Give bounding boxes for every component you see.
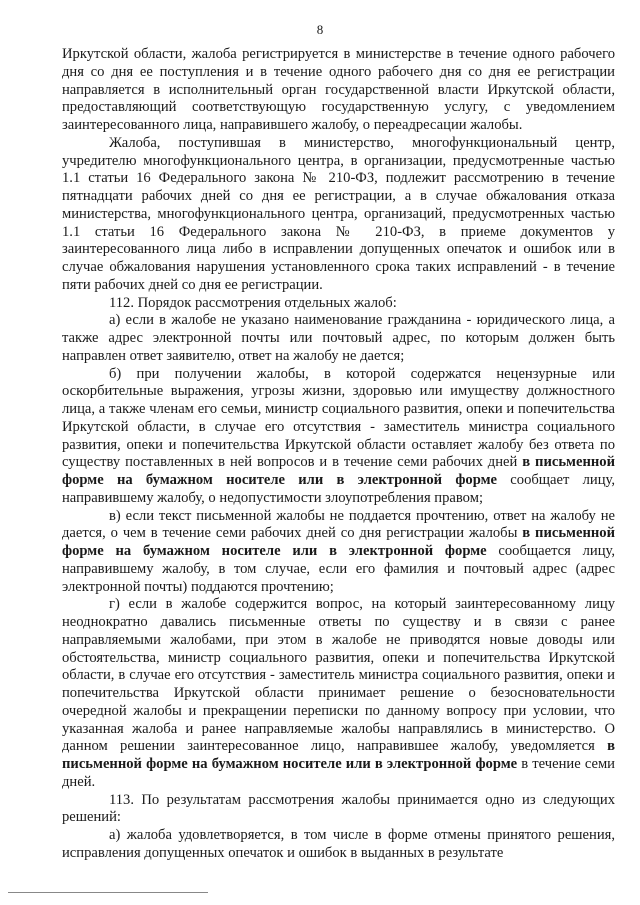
document-body <box>62 46 615 863</box>
paragraph-113-heading: 113. По результатам рассмотрения жалобы принимается одно из следующих решений: <box>62 791 615 826</box>
footnote-divider <box>8 892 208 893</box>
bold-emphasis: в письменной форме на бумажном носителе или в электронной форме <box>62 525 615 559</box>
paragraph-113-a: а) жалоба удовлетворяется, в том числе в форме отмены принятого решения, исправления допущенных опечаток и ошибок в выданных в результате <box>62 827 615 861</box>
paragraph-112-b: б) при получении жалобы, в которой содержатся нецензурные или оскорбительные выражения, угрозы жизни, здоровью или имуществу должностного лица, а также членам его семьи, министр социального развития, опеки и попечительства Иркутской области, в случае его отсутствия - заместитель министра социального развития, опеки и попечительства Иркутской области оставляет жалобу без ответа по существу поставленных в ней вопросов и в течение семи рабочих дней в письменной форме на бумажном носителе или в электронной форме сообщает лицу, направившему жалобу, о недопустимости злоупотребления правом; <box>62 365 616 506</box>
bold-emphasis: в письменной форме на бумажном носителе или в электронной форме <box>62 738 615 772</box>
paragraph-complaint-review-period: Жалоба, поступившая в министерство, многофункциональный центр, учредителю многофункционального центра, в организации, предусмотренные частью 1.1 статьи 16 Федерального закона № 210-ФЗ, подлежит рассмотрению в течение пятнадцати рабочих дней со дня ее регистрации, а в случае обжалования отказа министерства, многофункционального центра, организаций, предусмотренных частью 1.1 статьи 16 Федерального закона № 210-ФЗ, в приеме документов у заинтересованного лица либо в исправлении допущенных опечаток и ошибок или в случае обжалования нарушения установленного срока таких исправлений - в течение пяти рабочих дней со дня ее регистрации. <box>62 134 615 293</box>
paragraph-112-v: в) если текст письменной жалобы не поддается прочтению, ответ на жалобу не дается, о чем в течение семи рабочих дней со дня регистрации жалобы в письменной форме на бумажном носителе или в электронной форме сообщается лицу, направившему жалобу, в том случае, если его фамилия и почтовый адрес (адрес электронной почты) поддаются прочтению; <box>62 507 616 595</box>
paragraph-112-heading: 112. Порядок рассмотрения отдельных жалоб: <box>109 294 397 311</box>
bold-emphasis: в письменной форме на бумажном носителе или в электронной форме <box>62 454 615 488</box>
paragraph-continuation: Иркутской области, жалоба регистрируется в министерстве в течение одного рабочего дня со дня ее поступления и в течение одного рабочего дня со дня ее регистрации направляется в исполнительный орган государственной власти Иркутской области, предоставляющий соответствующую государственную услугу, с уведомлением заинтересованного лица, направившего жалобу, о переадресации жалобы. <box>62 46 615 133</box>
paragraph-112-g: г) если в жалобе содержится вопрос, на который заинтересованному лицу неоднократно давались письменные ответы по существу и в связи с ранее направляемыми жалобами, при этом в жалобе не приводятся новые доводы или обстоятельства, министр социального развития, опеки и попечительства Иркутской области, в случае его отсутствия - заместитель министра социального развития, опеки и попечительства Иркутской области принимает решение о безосновательности очередной жалобы и прекращении переписки по данному вопросу при условии, что указанная жалоба и ранее направляемые жалобы направлялись в министерство. О данном решении заинтересованное лицо, направившее жалобу, уведомляется в письменной форме на бумажном носителе или в электронной форме в течение семи дней. <box>62 596 615 790</box>
paragraph-112-a: а) если в жалобе не указано наименование гражданина - юридического лица, а также адрес электронной почты или почтовый адрес, по которым должен быть направлен ответ заявителю, ответ на жалобу не дается; <box>62 312 615 364</box>
page-number: 8 <box>316 22 324 37</box>
